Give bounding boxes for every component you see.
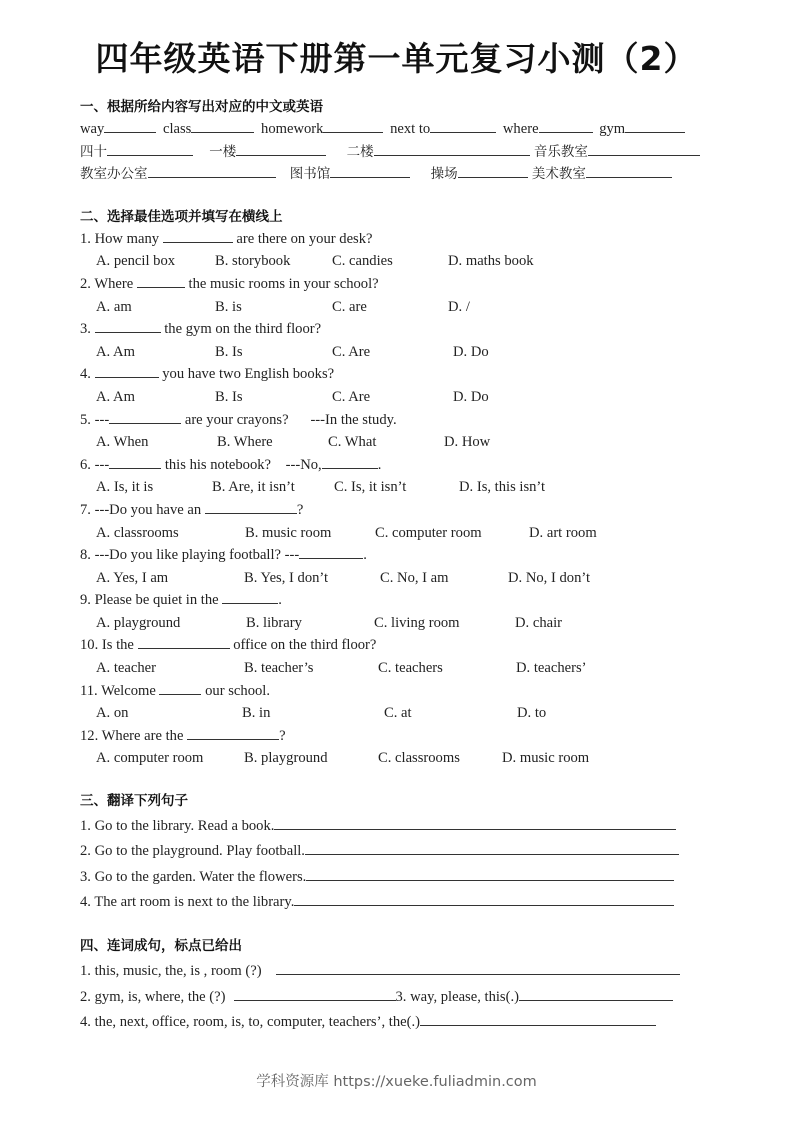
answer-blank <box>137 273 185 288</box>
answer-blank <box>222 589 278 604</box>
vocab-item: 二楼 <box>331 141 530 164</box>
part3-heading: 三、翻译下列句子 <box>80 793 188 810</box>
option-b: B. Yes, I don’t <box>244 569 329 586</box>
page-title: 四年级英语下册第一单元复习小测（2） <box>95 39 698 78</box>
vocab-item: 操场 <box>415 163 528 186</box>
multiple-choice-list <box>80 228 710 770</box>
option-c: C. candies <box>332 253 393 270</box>
answer-blank <box>95 363 159 378</box>
option-d: D. Is, this isn’t <box>459 479 546 496</box>
vocab-item: 音乐教室 <box>534 141 700 164</box>
reorder-item: 2. gym, is, where, the (?) 3. way, please, this(.) <box>80 985 710 1010</box>
answer-blank <box>163 228 233 243</box>
vocab-item: 教室办公室 <box>80 163 276 186</box>
question-options <box>80 747 710 770</box>
answer-blank <box>95 318 161 333</box>
question-stem: 4. you have two English books? <box>80 363 710 386</box>
reorder-item: 4. the, next, office, room, is, to, computer, teachers’, the(.) <box>80 1010 710 1035</box>
option-a: A. pencil box <box>96 253 176 270</box>
reorder-item: 1. this, music, the, is , room (?) <box>80 959 710 984</box>
option-a: A. teacher <box>96 660 156 677</box>
question-stem: 1. How many are there on your desk? <box>80 228 710 251</box>
option-b: B. in <box>242 705 271 722</box>
option-b: B. Where <box>217 434 273 451</box>
question-stem: 8. ---Do you like playing football? --- . <box>80 544 710 567</box>
option-a: A. classrooms <box>96 524 179 541</box>
vocab-item: next to <box>387 118 496 141</box>
option-b: B. Are, it isn’t <box>212 479 295 496</box>
vocab-item: class <box>160 118 254 141</box>
option-b: B. storybook <box>215 253 291 270</box>
part4-heading: 四、连词成句，标点已给出 <box>80 938 242 955</box>
option-c: C. No, I am <box>380 569 449 586</box>
translate-item: 4. The art room is next to the library. <box>80 890 710 915</box>
option-d: D. music room <box>502 750 590 767</box>
option-b: B. library <box>246 614 302 631</box>
vocab-item: 图书馆 <box>280 163 411 186</box>
option-d: D. How <box>444 434 491 451</box>
translate-item: 3. Go to the garden. Water the flowers. <box>80 865 710 890</box>
option-a: A. Yes, I am <box>96 569 169 586</box>
vocab-item: way <box>80 118 156 141</box>
question-stem: 2. Where the music rooms in your school? <box>80 273 710 296</box>
option-d: D. Do <box>453 343 489 360</box>
option-d: D. chair <box>515 614 563 631</box>
answer-blank <box>187 725 279 740</box>
answer-blank <box>322 454 378 469</box>
option-b: B. Is <box>215 388 243 405</box>
question-options <box>80 476 710 499</box>
question-stem: 10. Is the office on the third floor? <box>80 634 710 657</box>
option-d: D. teachers’ <box>516 660 587 677</box>
option-b: B. teacher’s <box>244 660 314 677</box>
option-c: C. teachers <box>378 660 443 677</box>
option-a: A. Am <box>96 343 135 360</box>
option-c: C. Is, it isn’t <box>334 479 407 496</box>
option-a: A. When <box>96 434 149 451</box>
question-stem: 6. --- this his notebook? ---No, . <box>80 454 710 477</box>
question-stem: 11. Welcome our school. <box>80 680 710 703</box>
question-stem: 5. --- are your crayons? ---In the study. <box>80 409 710 432</box>
translate-item: 1. Go to the library. Read a book. <box>80 814 710 839</box>
worksheet-body <box>80 96 710 1035</box>
question-stem: 7. ---Do you have an ? <box>80 499 710 522</box>
part1-row2 <box>80 141 710 164</box>
option-d: D. maths book <box>448 253 534 270</box>
option-a: A. computer room <box>96 750 204 767</box>
option-b: B. music room <box>245 524 332 541</box>
option-d: D. No, I don’t <box>508 569 591 586</box>
part1-heading: 一、根据所给内容写出对应的中文或英语 <box>80 99 323 115</box>
question-stem: 12. Where are the ? <box>80 725 710 748</box>
question-options <box>80 702 710 725</box>
answer-blank <box>138 634 230 649</box>
vocab-item: 一楼 <box>197 141 326 164</box>
question-stem: 3. the gym on the third floor? <box>80 318 710 341</box>
question-options <box>80 296 710 319</box>
translate-item: 2. Go to the playground. Play football. <box>80 839 710 864</box>
option-c: C. at <box>384 705 412 722</box>
option-d: D. to <box>517 705 547 722</box>
vocab-item: gym <box>596 118 685 141</box>
question-options <box>80 612 710 635</box>
option-c: C. are <box>332 298 367 315</box>
option-c: C. What <box>328 434 377 451</box>
answer-blank <box>205 499 297 514</box>
vocab-item: 四十 <box>80 141 193 164</box>
footer-watermark: 学科资源库 https://xueke.fuliadmin.com <box>256 1074 537 1090</box>
question-options <box>80 250 710 273</box>
option-a: A. Am <box>96 388 135 405</box>
answer-blank <box>159 680 201 695</box>
option-c: C. classrooms <box>378 750 460 767</box>
vocab-item: where <box>500 118 593 141</box>
option-d: D. art room <box>529 524 597 541</box>
question-options <box>80 522 710 545</box>
part2-heading: 二、选择最佳选项并填写在横线上 <box>80 208 283 225</box>
option-a: A. Is, it is <box>96 479 154 496</box>
answer-blank <box>299 544 363 559</box>
option-c: C. Are <box>332 388 371 405</box>
option-b: B. is <box>215 298 242 315</box>
question-options <box>80 657 710 680</box>
option-a: A. on <box>96 705 129 722</box>
option-b: B. Is <box>215 343 243 360</box>
question-stem: 9. Please be quiet in the . <box>80 589 710 612</box>
option-a: A. playground <box>96 614 181 631</box>
question-options <box>80 567 710 590</box>
part1-row1 <box>80 118 710 141</box>
option-c: C. Are <box>332 343 371 360</box>
vocab-item: homework <box>258 118 383 141</box>
part1-row3 <box>80 163 710 186</box>
option-b: B. playground <box>244 750 328 767</box>
option-d: D. Do <box>453 388 489 405</box>
vocab-item: 美术教室 <box>532 163 672 186</box>
option-d: D. / <box>448 298 470 315</box>
option-c: C. computer room <box>375 524 482 541</box>
option-a: A. am <box>96 298 132 315</box>
question-options <box>80 386 710 409</box>
answer-blank <box>109 454 161 469</box>
option-c: C. living room <box>374 614 460 631</box>
question-options <box>80 431 710 454</box>
question-options <box>80 341 710 364</box>
answer-blank <box>109 409 181 424</box>
